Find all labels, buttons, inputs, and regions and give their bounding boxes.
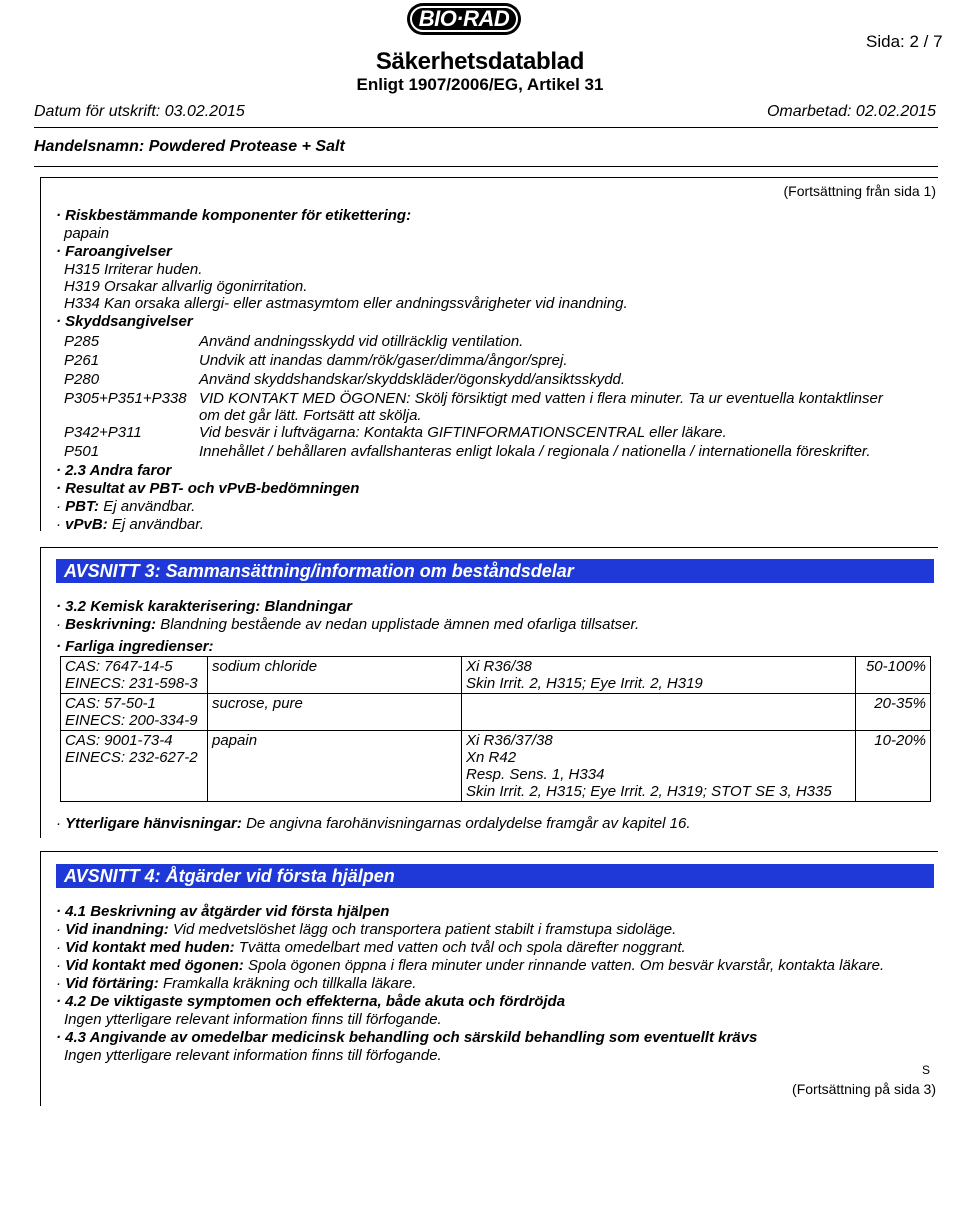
pbt-line: · PBT: Ej användbar.	[56, 498, 196, 515]
precaution-code: P501	[64, 443, 100, 460]
cas-einecs-cell: CAS: 9001-73-4 EINECS: 232-627-2	[61, 731, 208, 802]
hazard-label: · Faroangivelser	[56, 243, 172, 260]
header-divider	[34, 127, 938, 128]
classification-cell	[462, 694, 856, 731]
precaution-code: P285	[64, 333, 100, 350]
first-aid-item: · Vid inandning: Vid medvetslöshet lägg och transportera patient stabilt i framstupa sidoläge.	[56, 921, 677, 938]
treatment-heading: · 4.3 Angivande av omedelbar medicinsk behandling och särskild behandling som eventuellt krävs	[56, 1029, 758, 1046]
table-row	[61, 657, 931, 694]
precaution-code: P305+P351+P338	[64, 390, 187, 407]
classification-cell: Xi R36/37/38 Xn R42 Resp. Sens. 1, H334 Skin Irrit. 2, H315; Eye Irrit. 2, H319; STOT SE 3, H335	[462, 731, 856, 802]
section-3-title: AVSNITT 3: Sammansättning/information om beståndsdelar	[56, 559, 934, 583]
section-4-title: AVSNITT 4: Åtgärder vid första hjälpen	[56, 864, 934, 888]
logo-text: BIO·RAD	[410, 6, 518, 32]
treatment-value: Ingen ytterligare relevant information finns till förfogande.	[64, 1047, 442, 1064]
pbt-assessment-heading: · Resultat av PBT- och vPvB-bedömningen	[56, 480, 360, 497]
risk-components-label: · Riskbestämmande komponenter för etikettering:	[56, 207, 412, 224]
further-notes-line: · Ytterligare hänvisningar: De angivna farohänvisningarnas ordalydelse framgår av kapitel 16.	[56, 815, 691, 832]
hazard-h334: H334 Kan orsaka allergi- eller astmasymtom eller andningssvårigheter vid inandning.	[64, 295, 628, 312]
document-title: Säkerhetsdatablad	[375, 48, 585, 75]
precaution-label: · Skyddsangivelser	[56, 313, 193, 330]
precaution-text-continued: om det går lätt. Fortsätt att skölja.	[199, 407, 422, 424]
cas-einecs-cell: CAS: 57-50-1 EINECS: 200-334-9	[61, 694, 208, 731]
first-aid-item: · Vid kontakt med huden: Tvätta omedelbart med vatten och tvål och spola därefter noggrant.	[56, 939, 686, 956]
dangerous-ingredients-label: · Farliga ingredienser:	[56, 638, 214, 655]
trade-name-divider	[34, 166, 938, 167]
symptoms-value: Ingen ytterligare relevant information finns till förfogande.	[64, 1011, 442, 1028]
ingredient-name-cell: sucrose, pure	[208, 694, 462, 731]
print-date: Datum för utskrift: 03.02.2015	[34, 103, 245, 120]
precaution-text: Använd andningsskydd vid otillräcklig ventilation.	[199, 333, 524, 350]
revised-date: Omarbetad: 02.02.2015	[766, 103, 936, 120]
first-aid-description: · 4.1 Beskrivning av åtgärder vid första hjälpen	[56, 903, 390, 920]
precaution-text: VID KONTAKT MED ÖGONEN: Skölj försiktigt med vatten i flera minuter. Ta ur eventuella kontaktlinser	[199, 390, 883, 407]
percentage-cell: 20-35%	[856, 694, 931, 731]
precaution-code: P280	[64, 371, 100, 388]
hazard-h319: H319 Orsakar allvarlig ögonirritation.	[64, 278, 308, 295]
table-row	[61, 694, 931, 731]
bio-rad-logo	[407, 3, 521, 35]
precaution-code: P261	[64, 352, 100, 369]
document-subtitle: Enligt 1907/2006/EG, Artikel 31	[356, 75, 604, 94]
chemical-characterisation: · 3.2 Kemisk karakterisering: Blandningar	[56, 598, 352, 615]
page-number: Sida: 2 / 7	[866, 32, 943, 51]
vpvb-line: · vPvB: Ej användbar.	[56, 516, 204, 533]
first-aid-item: · Vid förtäring: Framkalla kräkning och tillkalla läkare.	[56, 975, 417, 992]
precaution-text: Vid besvär i luftvägarna: Kontakta GIFTINFORMATIONSCENTRAL eller läkare.	[199, 424, 727, 441]
precaution-text: Använd skyddshandskar/skyddskläder/ögonskydd/ansiktsskydd.	[199, 371, 626, 388]
precaution-text: Undvik att inandas damm/rök/gaser/dimma/ångor/sprej.	[199, 352, 568, 369]
description-line: · Beskrivning: Blandning bestående av nedan upplistade ämnen med ofarliga tillsatser.	[56, 616, 640, 633]
table-row	[61, 731, 931, 802]
continued-from: (Fortsättning från sida 1)	[783, 183, 936, 199]
percentage-cell: 50-100%	[856, 657, 931, 694]
first-aid-item: · Vid kontakt med ögonen: Spola ögonen öppna i flera minuter under rinnande vatten. Om besvär kvarstår, kontakta läkare.	[56, 957, 885, 974]
continued-to: (Fortsättning på sida 3)	[792, 1081, 936, 1097]
risk-component: papain	[64, 225, 110, 242]
classification-cell: Xi R36/38 Skin Irrit. 2, H315; Eye Irrit. 2, H319	[462, 657, 856, 694]
precaution-code: P342+P311	[64, 424, 142, 441]
other-hazards-heading: · 2.3 Andra faror	[56, 462, 172, 479]
ingredient-name-cell: papain	[208, 731, 462, 802]
trade-name: Handelsnamn: Powdered Protease + Salt	[34, 138, 345, 155]
ingredients-table	[60, 656, 931, 802]
footer-mark: S	[922, 1063, 931, 1077]
precaution-text: Innehållet / behållaren avfallshanteras enligt lokala / regionala / nationella / internationella föreskrifter.	[199, 443, 871, 460]
symptoms-heading: · 4.2 De viktigaste symptomen och effekterna, både akuta och fördröjda	[56, 993, 566, 1010]
percentage-cell: 10-20%	[856, 731, 931, 802]
cas-einecs-cell: CAS: 7647-14-5 EINECS: 231-598-3	[61, 657, 208, 694]
hazard-h315: H315 Irriterar huden.	[64, 261, 203, 278]
ingredient-name-cell: sodium chloride	[208, 657, 462, 694]
